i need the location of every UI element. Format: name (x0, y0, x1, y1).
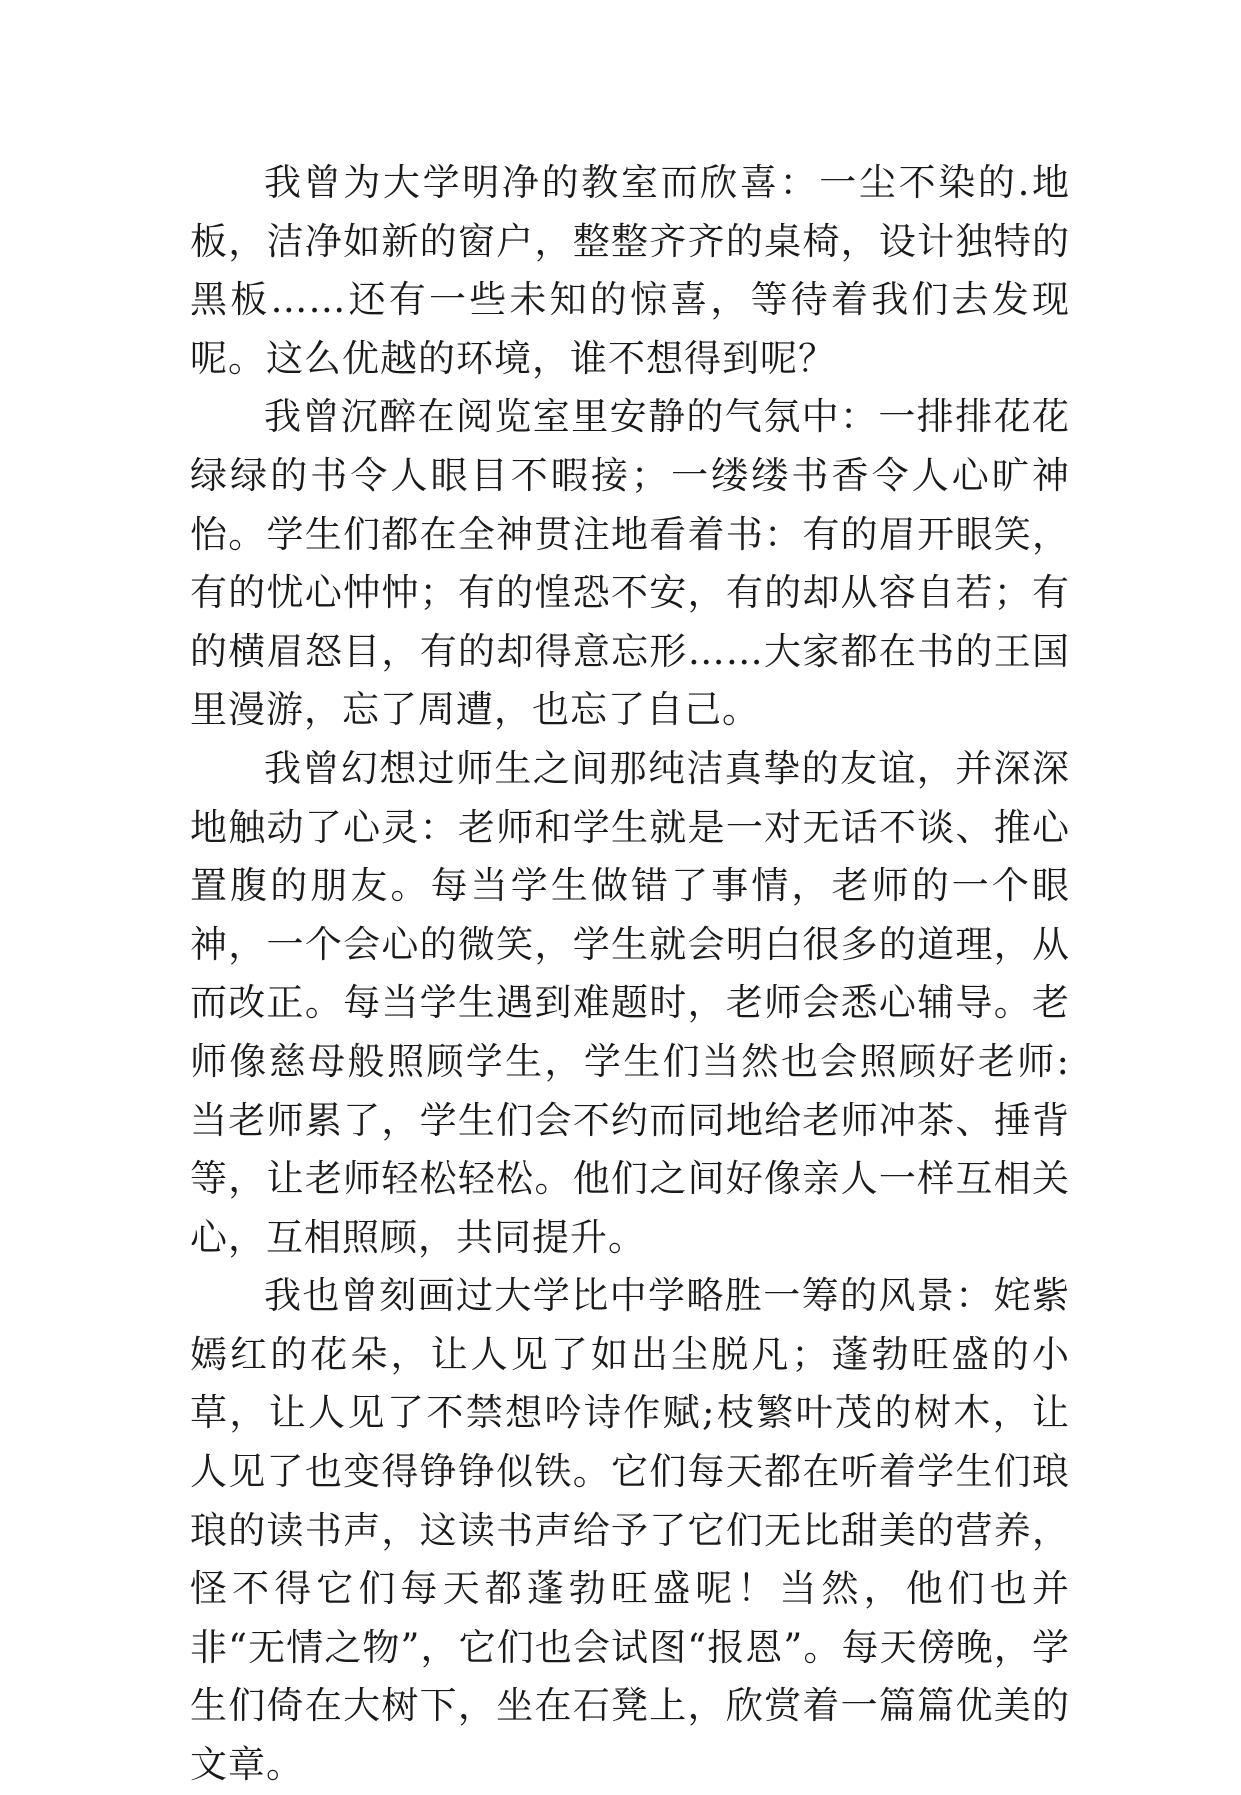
paragraph-reading-room: 我曾沉醉在阅览室里安静的气氛中：一排排花花绿绿的书令人眼目不暇接；一缕缕书香令人心旷神怡。学生们都在全神贯注地看着书：有的眉开眼笑，有的忧心忡忡；有的惶恐不安，有的却从容自若；有的横眉怒目，有的却得意忘形……大家都在书的王国里漫游，忘了周遭，也忘了自己。 (190, 395, 1070, 732)
paragraph-classroom: 我曾为大学明净的教室而欣喜：一尘不染的.地板，洁净如新的窗户，整整齐齐的桌椅，设计独特的黑板……还有一些未知的惊喜，等待着我们去发现呢。这么优越的环境，谁不想得到呢？ (190, 161, 1070, 380)
paragraph-teacher-student: 我曾幻想过师生之间那纯洁真挚的友谊，并深深地触动了心灵：老师和学生就是一对无话不谈、推心置腹的朋友。每当学生做错了事情，老师的一个眼神，一个会心的微笑，学生就会明白很多的道理，从而改正。每当学生遇到难题时，老师会悉心辅导。老师像慈母般照顾学生，学生们当然也会照顾好老师:当老师累了，学生们会不约而同地给老师冲茶、捶背等，让老师轻松轻松。他们之间好像亲人一样互相关心，互相照顾，共同提升。 (190, 746, 1070, 1259)
paragraph-scenery: 我也曾刻画过大学比中学略胜一筹的风景：姹紫嫣红的花朵，让人见了如出尘脱凡；蓬勃旺盛的小草，让人见了不禁想吟诗作赋;枝繁叶茂的树木，让人见了也变得铮铮似铁。它们每天都在听着学生们琅琅的读书声，这读书声给予了它们无比甜美的营养，怪不得它们每天都蓬勃旺盛呢！当然，他们也并非“无情之物”，它们也会试图“报恩”。每天傍晚，学生们倚在大树下，坐在石凳上，欣赏着一篇篇优美的文章。 (190, 1274, 1070, 1787)
document-body (190, 154, 1070, 1795)
